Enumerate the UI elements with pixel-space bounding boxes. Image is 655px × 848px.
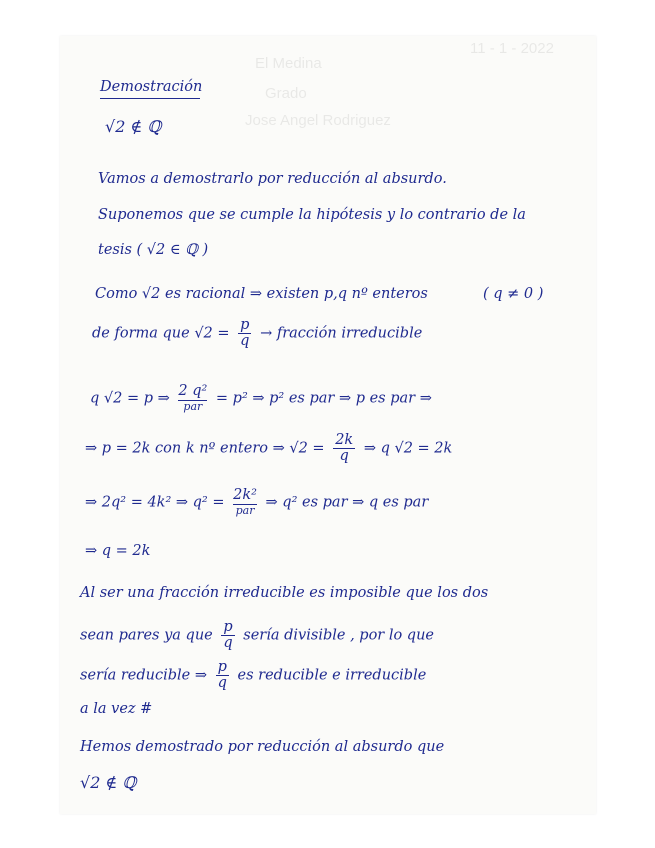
- line-8-text: ⇒ 2q² = 4k² ⇒ q² =: [85, 494, 225, 511]
- line-7-text: ⇒ p = 2k con k nº entero ⇒ √2 =: [85, 440, 325, 457]
- line-2: Suponemos que se cumple la hipótesis y lo contrario de la: [98, 207, 526, 223]
- term-2q2: [178, 384, 207, 413]
- fraction-numerator: p: [217, 659, 227, 675]
- line-5: [92, 318, 422, 349]
- fraction-p-q: [238, 318, 251, 349]
- fraction-denominator: q: [223, 635, 233, 652]
- line-12-rest: es reducible e irreducible: [237, 667, 427, 684]
- line-13: a la vez #: [80, 701, 153, 717]
- title-underline: [100, 98, 200, 99]
- line-12: [80, 660, 426, 691]
- line-11-rest: sería divisible , por lo que: [243, 627, 435, 644]
- ghost-date: 11 - 1 - 2022: [470, 40, 554, 57]
- proof-title: Demostración: [100, 79, 203, 95]
- fraction-numerator: p: [240, 317, 250, 333]
- line-4-condition: ( q ≠ 0 ): [483, 286, 544, 302]
- line-4-text: Como √2 es racional ⇒ existen p,q nº enteros: [95, 286, 428, 302]
- term-2q2-value: 2 q²: [178, 383, 208, 399]
- line-8-rest: ⇒ q² es par ⇒ q es par: [265, 494, 429, 511]
- fraction-denominator: q: [339, 448, 349, 465]
- term-2k2: [233, 488, 257, 517]
- line-7: [85, 433, 452, 464]
- line-9: ⇒ q = 2k: [85, 543, 151, 559]
- line-11-text: sean pares ya que: [80, 627, 213, 644]
- fraction-numerator: 2k: [335, 432, 354, 448]
- line-11: [80, 620, 434, 651]
- ghost-name: Grado: [265, 85, 307, 102]
- fraction-denominator: q: [217, 675, 227, 692]
- line-12-text: sería reducible ⇒: [80, 667, 207, 684]
- line-15: √2 ∉ ℚ: [80, 773, 137, 792]
- term-2k2-value: 2k²: [233, 487, 257, 503]
- paper-sheet: [60, 36, 596, 814]
- ghost-course: El Medina: [255, 55, 322, 72]
- line-10: Al ser una fracción irreducible es imposible que los dos: [80, 585, 489, 601]
- line-5-note: → fracción irreducible: [260, 325, 423, 342]
- line-6-rest: = p² ⇒ p² es par ⇒ p es par ⇒: [215, 390, 432, 407]
- fraction-p-q: [221, 620, 234, 651]
- line-14: Hemos demostrado por reducción al absurdo que: [80, 739, 445, 755]
- line-6: [90, 384, 432, 413]
- line-8: [85, 488, 428, 517]
- proof-claim: √2 ∉ ℚ: [105, 117, 162, 136]
- fraction-2k-q: [333, 433, 355, 464]
- line-6-text: q √2 = p ⇒: [90, 390, 170, 407]
- line-3: tesis ( √2 ∈ ℚ ): [98, 242, 209, 258]
- term-2q2-label: par: [183, 399, 203, 413]
- line-4: [95, 287, 428, 303]
- fraction-denominator: q: [240, 333, 250, 350]
- fraction-p-q: [216, 660, 229, 691]
- line-5-text: de forma que √2 =: [92, 325, 230, 342]
- line-1: Vamos a demostrarlo por reducción al absurdo.: [98, 171, 447, 187]
- line-7-rest: ⇒ q √2 = 2k: [363, 440, 453, 457]
- ghost-author: Jose Angel Rodriguez: [245, 112, 391, 129]
- term-2k2-label: par: [235, 503, 255, 517]
- fraction-numerator: p: [223, 619, 233, 635]
